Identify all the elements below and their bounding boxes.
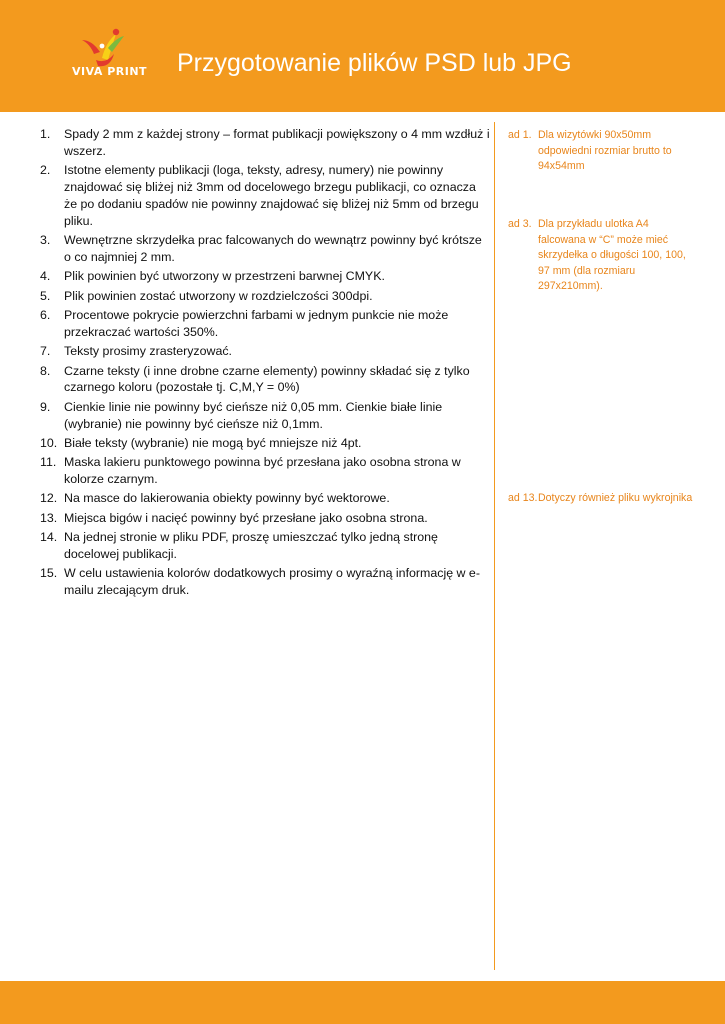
item-number: 3. (40, 232, 51, 247)
side-note (508, 491, 698, 507)
list-item (40, 162, 490, 229)
item-text: Na masce do lakierowania obiekty powinny być wektorowe. (64, 491, 390, 506)
list-item (40, 454, 490, 488)
item-text: Procentowe pokrycie powierzchni farbami w jednym punkcie nie może przekraczać wartości 350%. (64, 307, 449, 339)
list-item (40, 268, 490, 285)
item-number: 4. (40, 269, 51, 284)
list-item (40, 565, 490, 599)
list-item (40, 510, 490, 527)
item-number: 14. (40, 530, 58, 545)
note-ref: ad 13. (508, 492, 538, 504)
footer-banner (0, 981, 725, 1024)
note-text: Dotyczy również pliku wykrojnika (538, 492, 693, 504)
item-number: 10. (40, 435, 58, 450)
item-text: Cienkie linie nie powinny być cieńsze niż 0,05 mm. Cienkie białe linie (wybranie) nie powinny być cieńsze niż 0,1mm. (64, 399, 443, 431)
side-note (508, 217, 698, 295)
item-number: 8. (40, 363, 51, 378)
item-text: Plik powinien być utworzony w przestrzeni barwnej CMYK. (64, 269, 385, 284)
item-text: Istotne elementy publikacji (loga, teksty, adresy, numery) nie powinny znajdować się bliżej niż 3mm od docelowego brzegu publikacji, co oznacza że po dodaniu spadów nie powinny znajdować się bliżej niż 5mm od brzegu pliku. (64, 163, 479, 228)
item-text: W celu ustawienia kolorów dodatkowych prosimy o wyraźną informację w e-mailu zlecającym druk. (64, 566, 480, 598)
item-text: Czarne teksty (i inne drobne czarne elementy) powinny składać się z tylko czarnego koloru (pozostałe tj. C,M,Y = 0%) (64, 363, 470, 395)
page-title: Przygotowanie plików PSD lub JPG (177, 49, 572, 77)
column-divider (494, 122, 495, 970)
item-text: Plik powinien zostać utworzony w rozdzielczości 300dpi. (64, 288, 373, 303)
list-item (40, 490, 490, 507)
item-text: Białe teksty (wybranie) nie mogą być mniejsze niż 4pt. (64, 435, 362, 450)
item-number: 7. (40, 344, 51, 359)
item-text: Spady 2 mm z każdej strony – format publikacji powiększony o 4 mm wzdłuż i wszerz. (64, 127, 490, 158)
list-item (40, 343, 490, 360)
item-text: Miejsca bigów i nacięć powinny być przesłane jako osobna strona. (64, 510, 428, 525)
item-number: 11. (40, 455, 57, 470)
note-ref: ad 1. (508, 129, 532, 141)
list-item (40, 126, 490, 160)
list-item (40, 529, 490, 563)
item-text: Maska lakieru punktowego powinna być przesłana jako osobna strona w kolorze czarnym. (64, 455, 461, 487)
note-text: Dla wizytówki 90x50mm odpowiedni rozmiar brutto to 94x54mm (538, 129, 672, 172)
item-text: Na jednej stronie w pliku PDF, proszę umieszczać tylko jedną stronę docelowej publikacji. (64, 530, 438, 562)
brand-name: VIVA PRINT (72, 65, 148, 78)
header-banner (0, 0, 725, 112)
item-number: 15. (40, 566, 58, 581)
side-note (508, 128, 698, 175)
item-number: 2. (40, 163, 51, 178)
list-item (40, 399, 490, 433)
list-item (40, 232, 490, 266)
item-number: 6. (40, 307, 51, 322)
list-item (40, 435, 490, 452)
list-item (40, 363, 490, 397)
item-number: 9. (40, 399, 51, 414)
item-number: 5. (40, 288, 51, 303)
item-number: 13. (40, 510, 58, 525)
note-ref: ad 3. (508, 218, 532, 230)
note-text: Dla przykładu ulotka A4 falcowana w “C” może mieć skrzydełka o długości 100, 100, 97 mm (dla rozmiaru 297x210mm). (538, 218, 686, 292)
list-item (40, 307, 490, 341)
item-text: Teksty prosimy zrasteryzować. (64, 344, 232, 359)
list-item (40, 288, 490, 305)
requirements-list (40, 126, 490, 602)
item-text: Wewnętrzne skrzydełka prac falcowanych do wewnątrz powinny być krótsze o co najmniej 2 mm. (64, 232, 482, 264)
item-number: 1. (40, 127, 51, 141)
item-number: 12. (40, 491, 58, 506)
